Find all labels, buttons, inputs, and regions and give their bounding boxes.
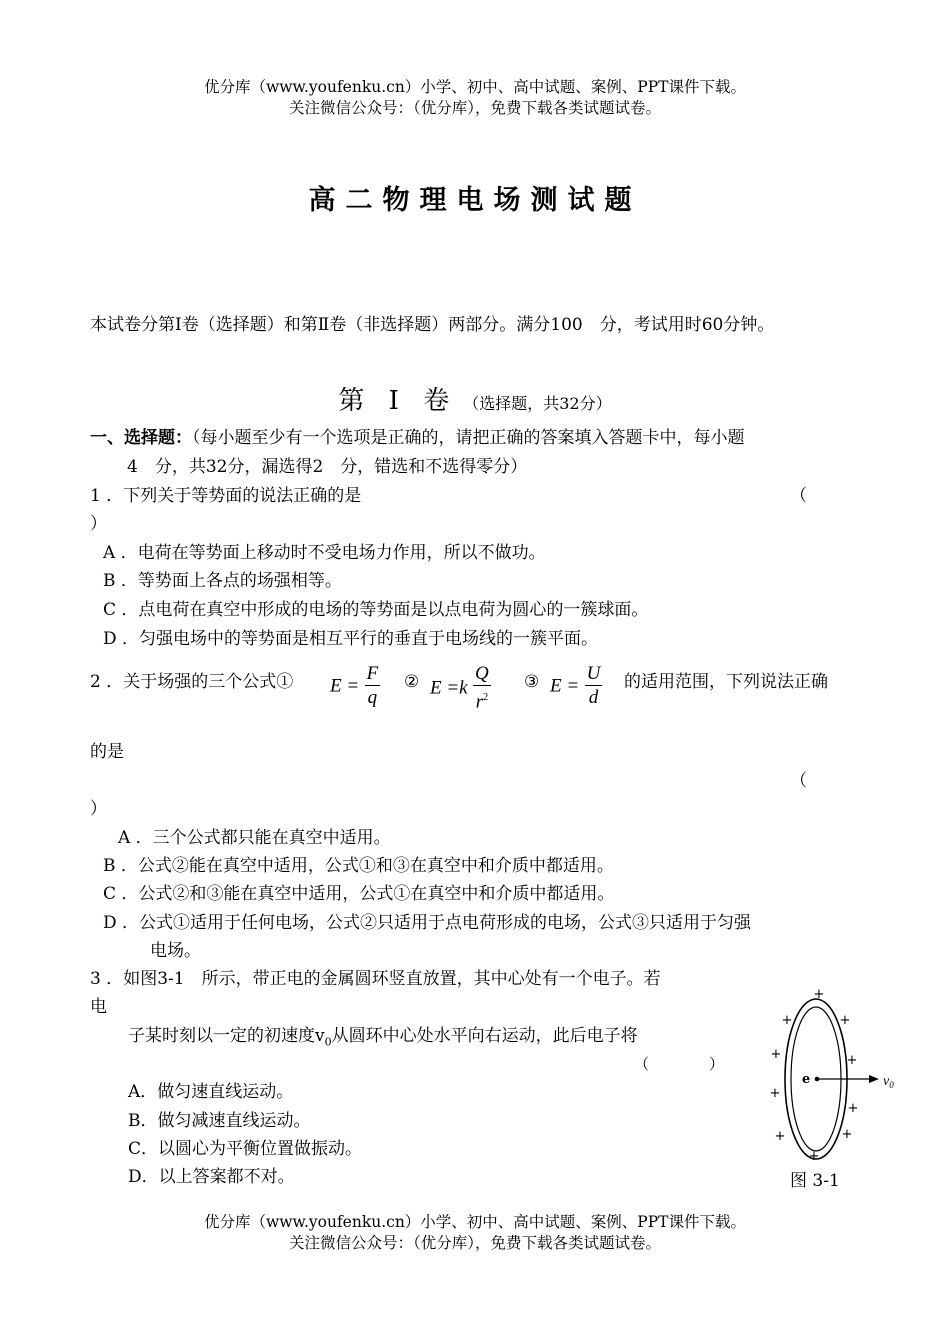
q1-paren-close: ） <box>90 514 107 534</box>
q1-option-a: A ．电荷在等势面上移动时不受电场力作用，所以不做功。 <box>103 543 546 563</box>
q2-mark-2: ② <box>404 672 420 692</box>
q1-option-c: C ．点电荷在真空中形成的电场的等势面是以点电荷为圆心的一簇球面。 <box>103 600 649 620</box>
figure-caption: 图 3-1 <box>790 1171 840 1191</box>
q1-paren-open: （ <box>790 486 807 506</box>
q2-mark-3: ③ <box>524 672 540 692</box>
q2-stem-end: 的适用范围，下列说法正确 <box>624 672 828 692</box>
formula-1-lhs: E = <box>330 675 360 697</box>
q2-stem-cont: 的是 <box>90 742 124 762</box>
formula-3-lhs: E = <box>550 675 580 697</box>
formula-1-num: F <box>366 663 379 684</box>
q2-stem-start: 2 ．关于场强的三个公式① <box>90 672 294 692</box>
intro-text: 本试卷分第Ⅰ卷（选择题）和第Ⅱ卷（非选择题）两部分。满分100 分，考试用时60分钟。 <box>90 315 775 335</box>
q3-stem-line-1: 3 ．如图3-1 所示，带正电的金属圆环竖直放置，其中心处有一个电子。若 <box>90 969 661 989</box>
q3-paren: （ ） <box>634 1055 725 1073</box>
section1-desc <box>90 426 745 450</box>
part1-heading <box>0 380 950 417</box>
plus-charge: + <box>781 1013 793 1028</box>
plus-charge: + <box>774 1129 786 1144</box>
velocity-sub: 0 <box>889 1080 894 1090</box>
velocity-arrow-head <box>869 1075 879 1083</box>
formula-1-den: q <box>367 687 378 708</box>
plus-charge: + <box>770 1047 782 1062</box>
velocity-label <box>883 1074 894 1090</box>
velocity-v: v <box>883 1074 890 1089</box>
q3-stem-line-2: 电 <box>90 997 107 1017</box>
q1-stem: 1 ．下列关于等势面的说法正确的是 <box>90 486 362 506</box>
q3-option-b: B．做匀减速直线运动。 <box>128 1111 311 1131</box>
formula-1-fraction <box>365 663 381 710</box>
formula-2-exp: 2 <box>483 692 489 703</box>
plus-charge: + <box>847 1101 859 1116</box>
footer-line-1: 优分库（www.youfenku.cn）小学、初中、高中试题、案例、PPT课件下载。 <box>203 1213 747 1231</box>
q2-option-d-cont: 电场。 <box>150 941 201 961</box>
q2-option-c: C ．公式②和③能在真空中适用，公式①在真空中和介质中都适用。 <box>103 884 615 904</box>
q1-option-d: D ．匀强电场中的等势面是相互平行的垂直于电场线的一簇平面。 <box>103 629 599 649</box>
section1-desc-line1: （每小题至少有一个选项是正确的，请把正确的答案填入答题卡中，每小题 <box>192 428 745 448</box>
footer-line-2: 关注微信公众号：（优分库），免费下载各类试题试卷。 <box>288 1234 661 1252</box>
document-title: 高二物理电场测试题 <box>308 185 642 216</box>
q3-stem-line-3 <box>128 1024 638 1054</box>
formula-2-lhs: E =k <box>430 677 468 699</box>
formula-2-den <box>473 686 491 714</box>
plus-charge: + <box>813 987 825 1002</box>
section1-label: 一、选择题： <box>90 428 192 448</box>
q3-stem-sub: 0 <box>324 1035 332 1049</box>
plus-charge: + <box>846 1053 858 1068</box>
plus-charge: + <box>808 1149 820 1164</box>
plus-charge: + <box>839 1013 851 1028</box>
header-line-2: 关注微信公众号：（优分库），免费下载各类试题试卷。 <box>288 99 661 117</box>
q3-stem-line-3-pre: 子某时刻以一定的初速度v <box>128 1026 325 1046</box>
figure-3-1 <box>760 984 910 1164</box>
plus-charges <box>770 987 859 1164</box>
formula-2-num: Q <box>475 663 489 684</box>
plus-charge: + <box>769 1086 781 1101</box>
formula-3-den: d <box>588 687 599 708</box>
part1-title: 第 Ⅰ 卷 <box>338 386 458 416</box>
formula-2 <box>430 663 491 714</box>
plus-charge: + <box>841 1127 853 1142</box>
q3-stem-line-3-post: 从圆环中心处水平向右运动，此后电子将 <box>331 1026 638 1046</box>
q2-paren-open: （ <box>790 771 807 791</box>
part1-note: （选择题，共32分） <box>463 394 612 413</box>
q3-option-a: A．做匀速直线运动。 <box>128 1082 294 1102</box>
formula-2-fraction <box>473 663 491 714</box>
q2-option-a: A ．三个公式都只能在真空中适用。 <box>118 828 391 848</box>
formula-1 <box>330 663 380 710</box>
q3-option-c: C．以圆心为平衡位置做振动。 <box>128 1139 363 1159</box>
q2-option-d: D ．公式①适用于任何电场，公式②只适用于点电荷形成的电场，公式③只适用于匀强 <box>103 913 752 933</box>
section1-desc-line2: 4 分，共32分，漏选得2 分，错选和不选得零分） <box>127 457 528 477</box>
formula-3-num: U <box>586 663 601 684</box>
q2-paren-close: ） <box>90 799 107 819</box>
q1-option-b: B ．等势面上各点的场强相等。 <box>103 571 342 591</box>
q2-option-b: B ．公式②能在真空中适用，公式①和③在真空中和介质中都适用。 <box>103 856 614 876</box>
electron-label: e <box>802 1072 811 1087</box>
formula-2-den-base: r <box>475 691 484 713</box>
formula-3 <box>550 663 602 710</box>
formula-3-fraction <box>585 663 603 710</box>
header-line-1: 优分库（www.youfenku.cn）小学、初中、高中试题、案例、PPT课件下载。 <box>203 78 747 96</box>
q3-option-d: D．以上答案都不对。 <box>128 1167 295 1187</box>
